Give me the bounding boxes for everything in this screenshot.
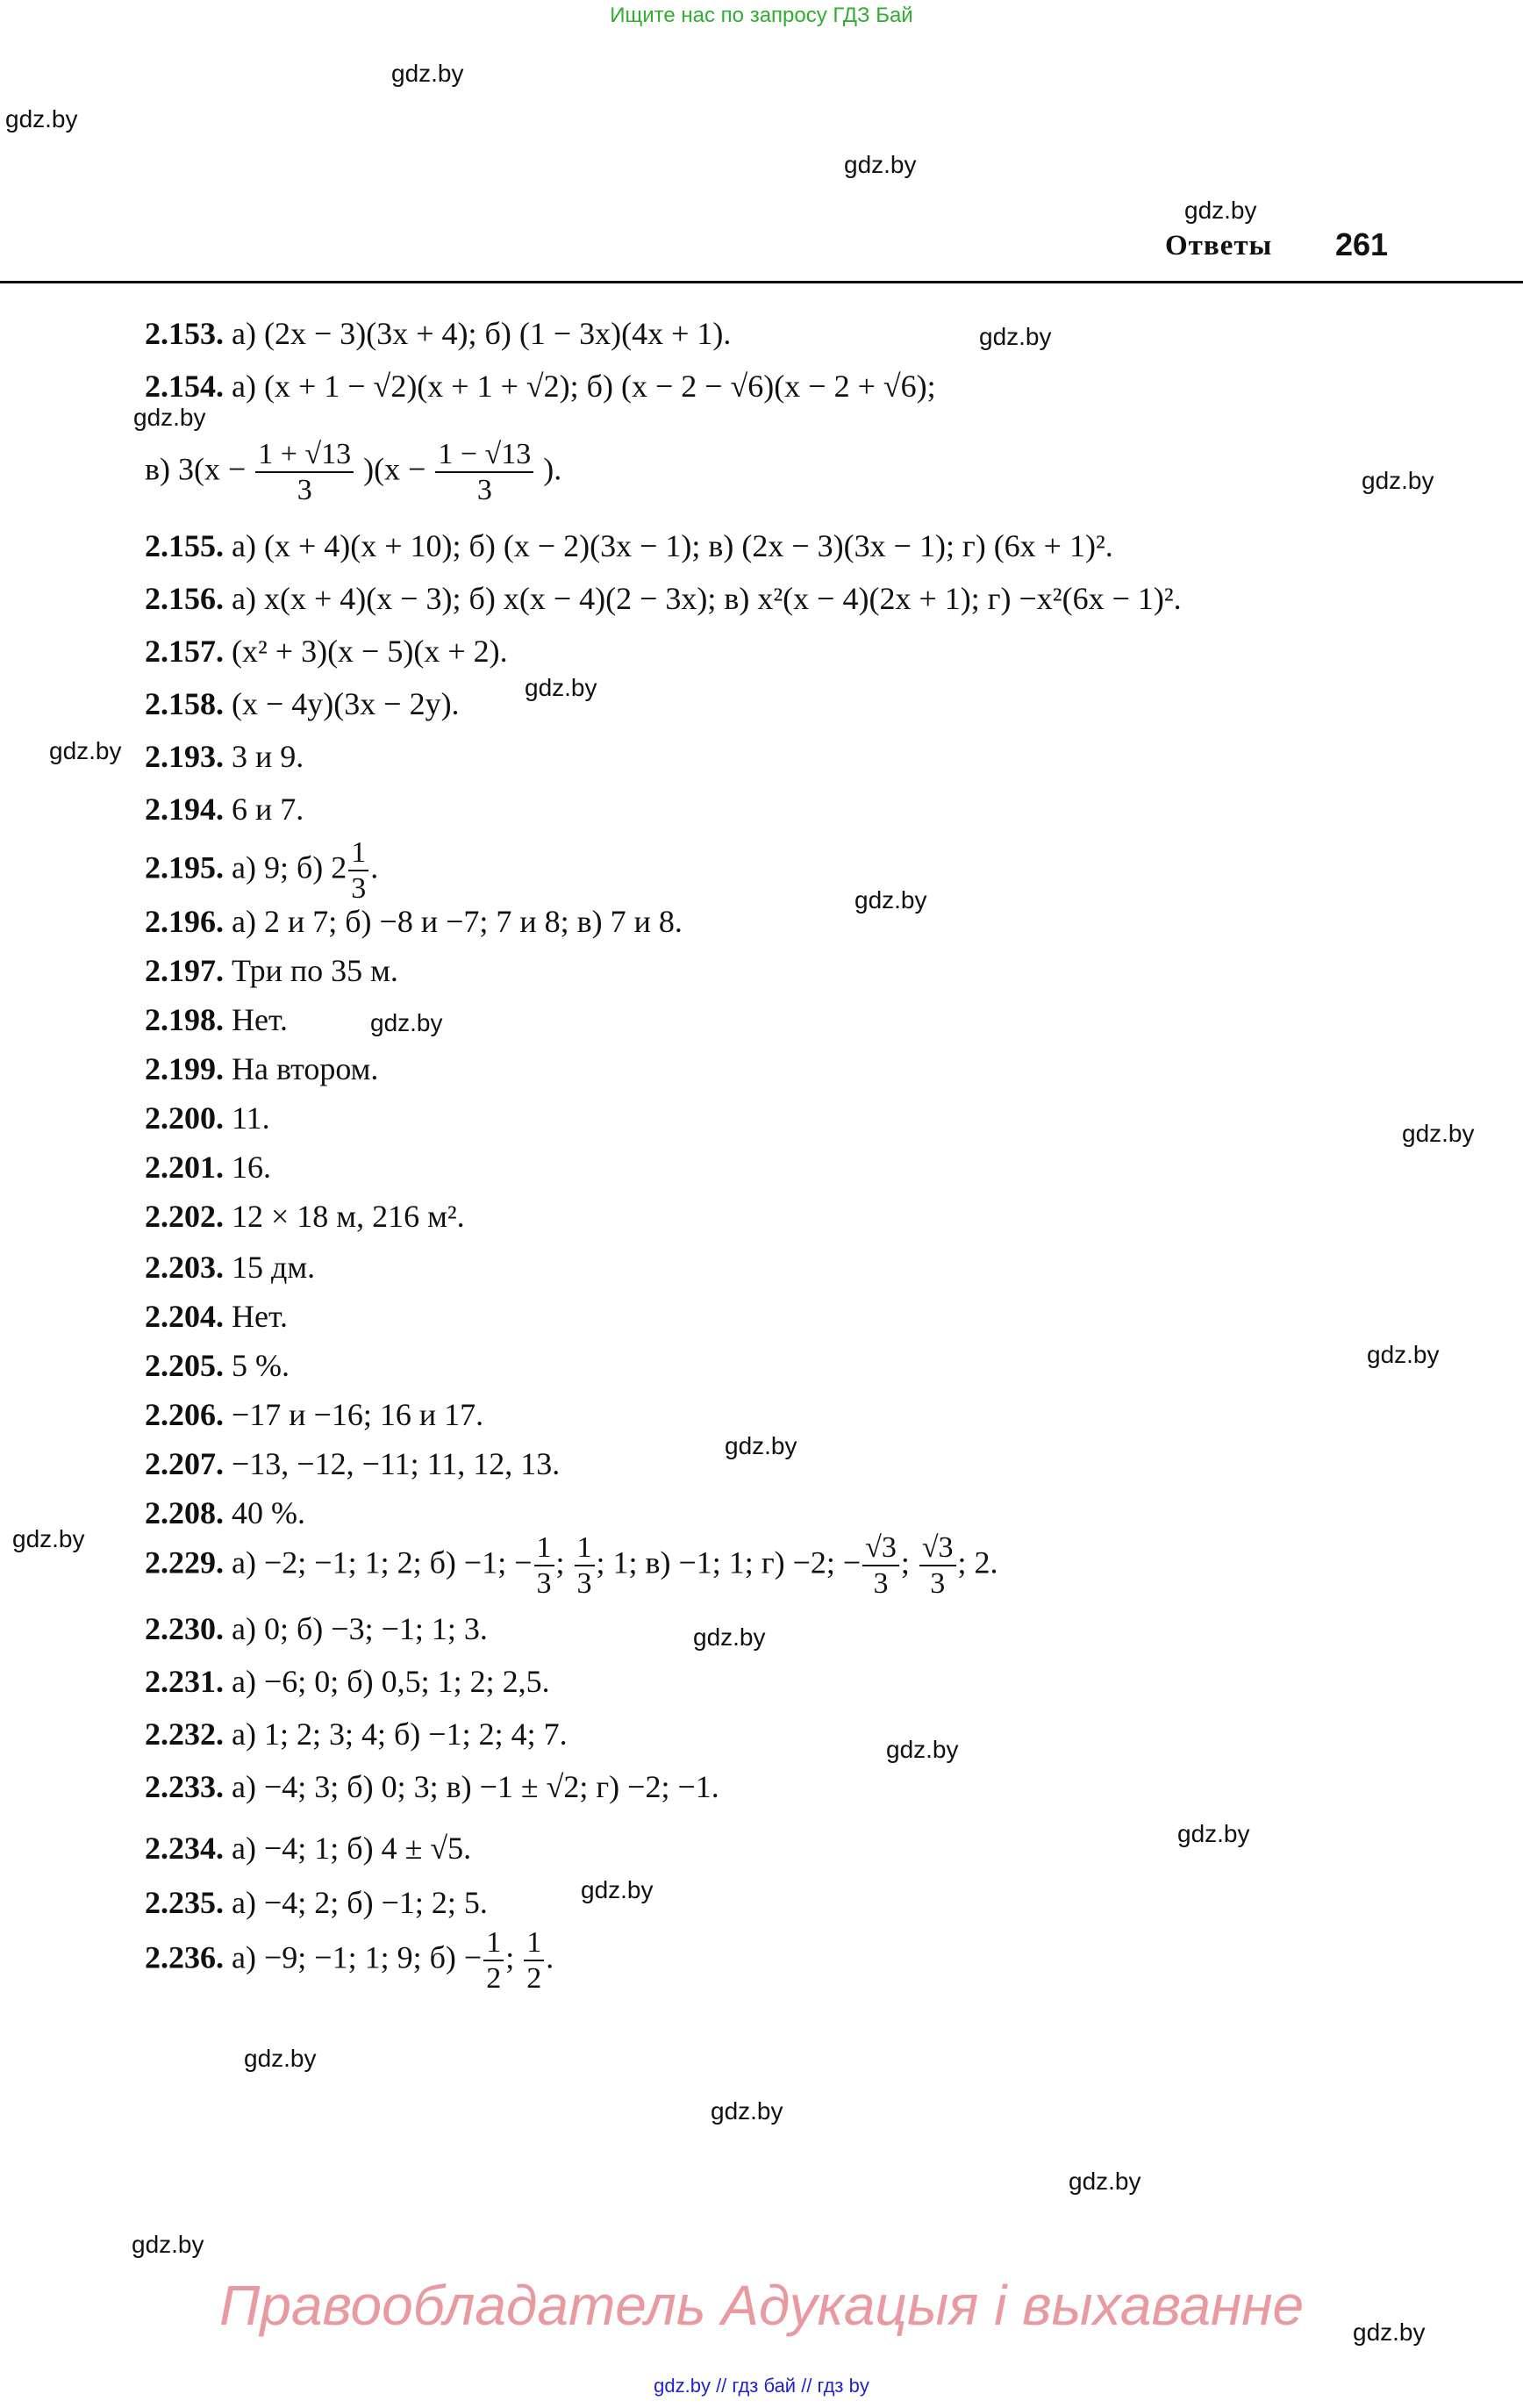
answer-number: 2.207. — [145, 1446, 224, 1481]
answer-text: а) 2 и 7; б) −8 и −7; 7 и 8; в) 7 и 8. — [232, 904, 683, 939]
watermark: gdz.by — [1402, 1120, 1475, 1147]
fraction — [255, 437, 354, 507]
answer-number: 2.203. — [145, 1250, 224, 1285]
watermark: gdz.by — [725, 1432, 797, 1459]
answer-number: 2.193. — [145, 739, 224, 774]
watermark: gdz.by — [525, 674, 597, 701]
watermark: gdz.by — [391, 60, 464, 87]
watermark: gdz.by — [133, 404, 206, 431]
watermark: gdz.by — [711, 2097, 783, 2125]
watermark: gdz.by — [1353, 2318, 1426, 2346]
fraction — [862, 1530, 899, 1601]
watermark: gdz.by — [5, 105, 78, 133]
watermark: gdz.by — [1367, 1341, 1440, 1368]
answer-2-233 — [145, 1771, 719, 1802]
answer-text: 40 %. — [232, 1495, 305, 1530]
fraction-denominator: 3 — [297, 474, 312, 507]
answer-text: (x − 4y)(3x − 2y). — [232, 686, 460, 721]
fraction — [534, 1530, 554, 1601]
answer-text: На втором. — [232, 1051, 379, 1086]
answer-2-236 — [145, 1925, 554, 1996]
answer-number: 2.157. — [145, 634, 224, 669]
fraction-denominator: 3 — [930, 1567, 946, 1601]
fraction-numerator: 1 — [348, 835, 368, 871]
answer-text: )(x − — [363, 451, 426, 487]
answer-number: 2.206. — [145, 1397, 224, 1432]
answer-2-200 — [145, 1102, 270, 1134]
watermark: gdz.by — [886, 1736, 959, 1763]
answer-number: 2.235. — [145, 1885, 224, 1920]
answer-text: ; 2. — [957, 1544, 998, 1580]
answer-number: 2.233. — [145, 1769, 224, 1804]
fraction — [919, 1530, 956, 1601]
watermark: gdz.by — [132, 2231, 204, 2258]
fraction-denominator: 3 — [476, 474, 492, 507]
fraction — [435, 437, 533, 507]
watermark: gdz.by — [1177, 1820, 1250, 1847]
fraction-numerator: 1 + √13 — [255, 437, 354, 473]
answer-number: 2.205. — [145, 1348, 224, 1383]
fraction-denominator: 3 — [351, 872, 367, 906]
answer-2-230 — [145, 1613, 488, 1645]
answer-text: а) −4; 1; б) 4 ± √5. — [232, 1831, 472, 1866]
fraction-denominator: 2 — [486, 1962, 502, 1996]
answer-2-203 — [145, 1251, 315, 1283]
fraction — [348, 835, 368, 906]
fraction-numerator: √3 — [862, 1530, 899, 1566]
page-number: 261 — [1335, 226, 1389, 262]
answer-2-154 — [145, 370, 936, 402]
answer-text: а) 9; б) 2 — [232, 849, 347, 885]
answer-text: Три по 35 м. — [232, 953, 398, 988]
fraction-denominator: 2 — [526, 1962, 542, 1996]
answer-2-193 — [145, 741, 304, 772]
answer-text: а) (x + 1 − √2)(x + 1 + √2); б) (x − 2 − √6)(x − 2 + √6); — [232, 369, 936, 404]
answer-number: 2.208. — [145, 1495, 224, 1530]
answer-number: 2.234. — [145, 1831, 224, 1866]
copyright-notice: Правообладатель Адукацыя і выхаванне — [218, 2274, 1305, 2337]
footer-links[interactable]: gdz.by // гдз бай // гдз by — [654, 2375, 869, 2397]
answer-number: 2.204. — [145, 1299, 224, 1334]
answer-2-199 — [145, 1053, 378, 1085]
watermark: gdz.by — [12, 1525, 85, 1552]
watermark: gdz.by — [49, 737, 122, 764]
separator: ; — [555, 1544, 565, 1580]
answer-2-207 — [145, 1448, 560, 1480]
answer-2-156 — [145, 583, 1182, 614]
answer-text: в) 3(x − — [145, 451, 247, 487]
answer-2-208 — [145, 1497, 305, 1529]
watermark: gdz.by — [1069, 2168, 1141, 2195]
answer-number: 2.195. — [145, 849, 224, 885]
answer-2-153 — [145, 318, 731, 349]
answer-text: (x² + 3)(x − 5)(x + 2). — [232, 634, 508, 669]
answer-text: 16. — [232, 1150, 271, 1185]
answer-number: 2.236. — [145, 1939, 224, 1975]
answer-2-201 — [145, 1151, 271, 1183]
fraction-numerator: 1 − √13 — [435, 437, 533, 473]
answer-text: ; 1; в) −1; 1; г) −2; − — [596, 1544, 862, 1580]
answer-2-155 — [145, 530, 1113, 562]
answer-number: 2.201. — [145, 1150, 224, 1185]
answer-number: 2.154. — [145, 369, 224, 404]
watermark: gdz.by — [581, 1876, 654, 1903]
answer-2-197 — [145, 955, 398, 986]
answer-text: а) −4; 3; б) 0; 3; в) −1 ± √2; г) −2; −1. — [232, 1769, 719, 1804]
answer-2-232 — [145, 1718, 568, 1750]
answer-text: 6 и 7. — [232, 792, 304, 827]
fraction-denominator: 3 — [536, 1567, 552, 1601]
answer-text: −17 и −16; 16 и 17. — [232, 1397, 484, 1432]
watermark: gdz.by — [979, 323, 1052, 350]
separator: ; — [900, 1544, 910, 1580]
answer-number: 2.231. — [145, 1664, 224, 1699]
answer-2-194 — [145, 793, 304, 825]
separator: ; — [505, 1939, 515, 1975]
answer-number: 2.156. — [145, 581, 224, 616]
answer-text: 5 %. — [232, 1348, 290, 1383]
answer-text: а) −6; 0; б) 0,5; 1; 2; 2,5. — [232, 1664, 550, 1699]
answer-text: . — [370, 849, 379, 885]
fraction-numerator: 1 — [483, 1925, 504, 1961]
answer-text: а) (2x − 3)(3x + 4); б) (1 − 3x)(4x + 1). — [232, 316, 732, 351]
fraction-denominator: 3 — [576, 1567, 592, 1601]
answer-2-196 — [145, 906, 683, 937]
fraction — [575, 1530, 595, 1601]
answer-text: а) (x + 4)(x + 10); б) (x − 2)(3x − 1); в) (2x − 3)(3x − 1); г) (6x + 1)². — [232, 528, 1113, 563]
answer-2-158 — [145, 688, 460, 720]
answer-text: Нет. — [232, 1002, 289, 1037]
answer-2-235 — [145, 1887, 488, 1918]
answer-text: а) −4; 2; б) −1; 2; 5. — [232, 1885, 488, 1920]
answer-2-157 — [145, 635, 508, 667]
answer-number: 2.202. — [145, 1199, 224, 1234]
watermark: gdz.by — [854, 886, 927, 914]
fraction-numerator: √3 — [919, 1530, 956, 1566]
answer-2-229 — [145, 1530, 998, 1601]
answer-2-205 — [145, 1350, 290, 1381]
answer-text: −13, −12, −11; 11, 12, 13. — [232, 1446, 561, 1481]
answer-number: 2.153. — [145, 316, 224, 351]
section-title: Ответы — [1165, 230, 1273, 262]
answer-number: 2.200. — [145, 1100, 224, 1136]
answer-text: Нет. — [232, 1299, 289, 1334]
header-rule — [0, 281, 1523, 283]
answer-text: 12 × 18 м, 216 м². — [232, 1199, 465, 1234]
answer-number: 2.230. — [145, 1611, 224, 1646]
answer-number: 2.196. — [145, 904, 224, 939]
fraction — [483, 1925, 504, 1996]
watermark: gdz.by — [1362, 467, 1434, 494]
answer-text: ). — [543, 451, 562, 487]
answer-2-234 — [145, 1832, 471, 1864]
answer-number: 2.158. — [145, 686, 224, 721]
watermark: gdz.by — [693, 1623, 766, 1651]
answer-2-204 — [145, 1301, 288, 1332]
fraction-numerator: 1 — [575, 1530, 595, 1566]
answer-text: а) x(x + 4)(x − 3); б) x(x − 4)(2 − 3x); в) x²(x − 4)(2x + 1); г) −x²(6x − 1)². — [232, 581, 1182, 616]
watermark: gdz.by — [370, 1009, 443, 1036]
answer-text: . — [546, 1939, 554, 1975]
answer-text: а) 1; 2; 3; 4; б) −1; 2; 4; 7. — [232, 1716, 568, 1752]
fraction-numerator: 1 — [524, 1925, 544, 1961]
answer-2-198 — [145, 1004, 288, 1036]
answer-text: 11. — [232, 1100, 270, 1136]
answer-number: 2.232. — [145, 1716, 224, 1752]
answer-number: 2.194. — [145, 792, 224, 827]
answer-number: 2.198. — [145, 1002, 224, 1037]
answer-2-206 — [145, 1399, 483, 1430]
fraction — [524, 1925, 544, 1996]
top-banner[interactable]: Ищите нас по запросу ГДЗ Бай — [610, 4, 913, 27]
answer-number: 2.197. — [145, 953, 224, 988]
answer-number: 2.155. — [145, 528, 224, 563]
answer-text: а) −2; −1; 1; 2; б) −1; − — [232, 1544, 533, 1580]
answer-2-202 — [145, 1200, 465, 1232]
answer-number: 2.199. — [145, 1051, 224, 1086]
watermark: gdz.by — [844, 151, 917, 178]
answer-text: а) −9; −1; 1; 9; б) − — [232, 1939, 483, 1975]
answer-text: а) 0; б) −3; −1; 1; 3. — [232, 1611, 488, 1646]
answer-text: 3 и 9. — [232, 739, 304, 774]
watermark: gdz.by — [1184, 197, 1257, 224]
answer-text: 15 дм. — [232, 1250, 316, 1285]
answer-2-154-line2 — [145, 437, 561, 507]
answer-2-231 — [145, 1666, 550, 1697]
answer-number: 2.229. — [145, 1544, 224, 1580]
fraction-denominator: 3 — [873, 1567, 889, 1601]
answer-2-195 — [145, 835, 378, 906]
watermark: gdz.by — [244, 2045, 317, 2072]
fraction-numerator: 1 — [534, 1530, 554, 1566]
